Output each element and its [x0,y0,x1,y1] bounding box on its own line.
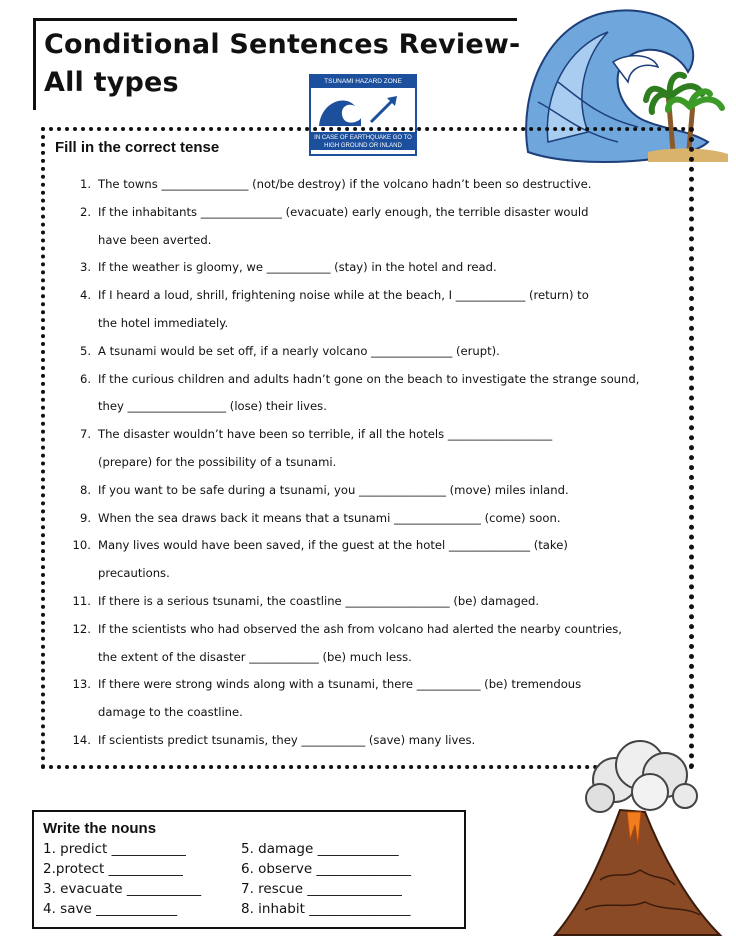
noun-item: 5. damage ____________ [241,841,399,857]
question-text: they _________________ (lose) their lives. [98,399,327,414]
sign-wave-icon [311,88,415,132]
title-line-1: Conditional Sentences Review- [44,29,521,60]
question-number: 6. [79,371,91,386]
question-number: 8. [79,482,91,497]
title-line-2: All types [44,67,179,98]
question-text: If the inhabitants ______________ (evacuate) early enough, the terrible disaster would [98,204,589,219]
noun-item: 1. predict ___________ [43,841,186,857]
question-text: If you want to be safe during a tsunami, you _______________ (move) miles inland. [98,482,569,497]
question-text: The disaster wouldn’t have been so terrible, if all the hotels __________________ [98,427,553,442]
question-text: If the scientists who had observed the ash from volcano had alerted the nearby countries, [98,621,622,636]
exercise-frame [41,127,694,769]
noun-item: 8. inhabit _______________ [241,901,411,917]
question-text: If there is a serious tsunami, the coastline __________________ (be) damaged. [98,594,540,608]
question-text: When the sea draws back it means that a tsunami _______________ (come) soon. [98,510,561,525]
question-text: If the curious children and adults hadn’t gone on the beach to investigate the strange sound, [98,371,640,386]
question-number: 3. [79,260,91,275]
noun-item: 4. save ____________ [43,901,178,917]
exercise-1-heading: Fill in the correct tense [55,139,220,156]
question-number: 1. [79,177,91,191]
noun-item: 2.protect ___________ [43,861,183,877]
question-number: 10. [72,538,91,553]
noun-item: 3. evacuate ___________ [43,881,202,897]
volcano-illustration [545,730,725,940]
question-text: (prepare) for the possibility of a tsunami. [98,455,337,469]
exercise-2-heading: Write the nouns [43,820,157,837]
page-title [44,26,520,102]
question-text: damage to the coastline. [98,705,243,720]
question-text: A tsunami would be set off, if a nearly volcano ______________ (erupt). [98,343,500,358]
question-number: 2. [79,204,91,219]
question-number: 9. [79,510,91,525]
question-text: If scientists predict tsunamis, they ___________ (save) many lives. [98,733,476,747]
question-number: 11. [72,594,91,608]
question-text: precautions. [98,566,170,581]
sign-footer: IN CASE OF EARTHQUAKE GO TO HIGH GROUND OR INLAND [311,132,415,150]
noun-item: 7. rescue ______________ [241,881,402,897]
noun-item: 6. observe ______________ [241,861,411,877]
question-text: The towns _______________ (not/be destroy) if the volcano hadn’t been so destructive. [98,177,592,191]
question-text: the hotel immediately. [98,316,229,330]
question-number: 7. [79,427,91,442]
question-text: Many lives would have been saved, if the guest at the hotel ______________ (take) [98,538,568,553]
question-text: If there were strong winds along with a tsunami, there ___________ (be) tremendous [98,677,582,692]
question-text: have been averted. [98,232,212,247]
sign-header: TSUNAMI HAZARD ZONE [311,76,415,88]
question-number: 14. [72,733,91,747]
question-number: 5. [79,343,91,358]
question-number: 13. [72,677,91,692]
question-text: the extent of the disaster ____________ (be) much less. [98,649,412,664]
question-number: 4. [79,288,91,303]
question-text: If I heard a loud, shrill, frightening noise while at the beach, I ____________ (return) to [98,288,589,303]
question-text: If the weather is gloomy, we ___________ (stay) in the hotel and read. [98,260,497,275]
question-number: 12. [72,621,91,636]
